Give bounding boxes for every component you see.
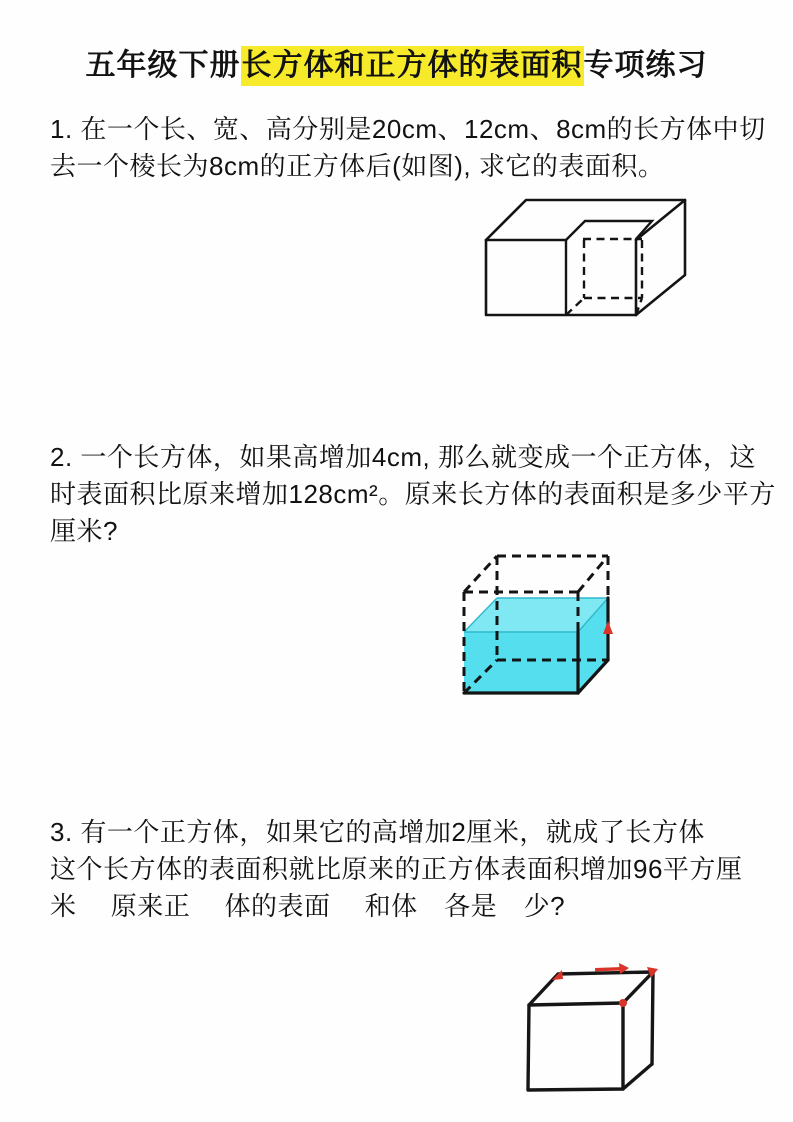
problem-2-line-1: 2. 一个长方体，如果高增加4cm, 那么就变成一个正方体，这 [50,442,756,472]
water-fill [464,598,608,693]
problem-3-line-1: 3. 有一个正方体，如果它的高增加2厘米，就成了长方体 [50,817,705,847]
cube-visible-edges [566,221,652,315]
problem-1 [50,111,766,185]
page-title [0,40,793,84]
cube-edges [528,972,653,1090]
problem-1-line-1: 1. 在一个长、宽、高分别是20cm、12cm、8cm的长方体中切 [50,114,766,144]
problem-1-line-2: 去一个棱长为8cm的正方体后(如图), 求它的表面积。 [50,151,665,181]
problem-2 [50,439,776,550]
problem-3 [50,814,760,925]
cube-hidden-edges [566,239,642,315]
figure-plain-cube [518,958,665,1100]
problem-2-line-3: 厘米? [50,516,118,546]
problem-2-line-2: 时表面积比原来增加128cm²。原来长方体的表面积是多少平方 [50,479,776,509]
title-suffix: 专项练习 [583,49,708,82]
title-highlight: 长方体和正方体的表面积 [241,46,584,86]
figure-cuboid-cut-cube [476,194,694,326]
title-prefix: 五年级下册 [85,49,241,82]
problem-3-line-2: 这个长方体的表面积就比原来的正方体表面积增加96平方厘 [50,854,743,884]
figure-water-cube [455,550,622,707]
problem-3-line-3: 米 原来正 体的表面 和体 各是 少? [50,891,566,921]
